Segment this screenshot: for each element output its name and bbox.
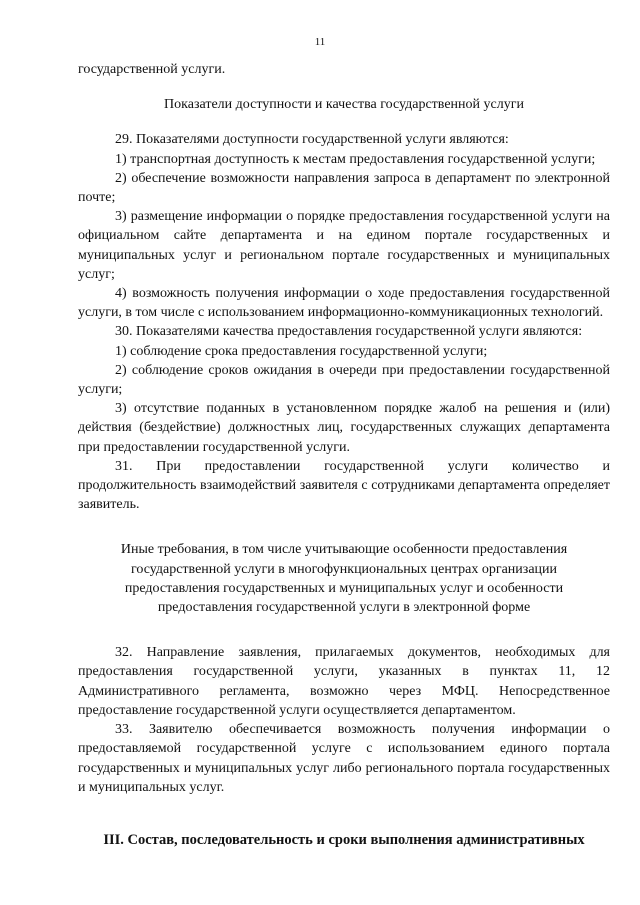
document-body — [78, 60, 610, 850]
section-heading-other-requirements-line-2: государственной услуги в многофункциональных центрах организации — [130, 561, 558, 577]
section-heading-other-requirements-line-4: предоставления государственной услуги в электронной форме — [157, 600, 531, 616]
paragraph-29-item-1: 1) транспортная доступность к местам предоставления государственной услуги; — [115, 151, 596, 167]
paragraph-29-item-2: 2) обеспечение возможности направления запроса в департамент по электронной почте; — [78, 170, 610, 206]
chapter-heading-iii: III. Состав, последовательность и сроки выполнения административных — [103, 831, 585, 848]
paragraph-31: 31. При предоставлении государственной услуги количество и продолжительность взаимодействий заявителя с сотрудниками департамента определяет заявитель. — [78, 458, 610, 513]
paragraph-32: 32. Направление заявления, прилагаемых документов, необходимых для предоставления государственной услуги, указанных в пунктах 11, 12 Административного регламента, возможно через МФЦ. Непосредственное предоставление государственной услуги осуществляется департаментом. — [78, 645, 610, 718]
section-heading-other-requirements-line-3: предоставления государственных и муниципальных услуг и особенности — [124, 580, 564, 596]
section-heading-availability: Показатели доступности и качества государственной услуги — [164, 97, 524, 113]
paragraph-29-item-4: 4) возможность получения информации о ходе предоставления государственной услуги, в том числе с использованием информационно-коммуникационных технологий. — [78, 286, 610, 321]
paragraph-30-intro: 30. Показателями качества предоставления государственной услуги являются: — [115, 324, 583, 340]
paragraph-29-intro: 29. Показателями доступности государственной услуги являются: — [115, 132, 509, 148]
lead-fragment: государственной услуги. — [78, 62, 226, 77]
section-heading-other-requirements-line-1: Иные требования, в том числе учитывающие особенности предоставления — [120, 542, 568, 558]
paragraph-30-item-1: 1) соблюдение срока предоставления государственной услуги; — [115, 343, 488, 359]
paragraph-29-item-3: 3) размещение информации о порядке предоставления государственной услуги на официальном сайте департамента и на едином портале государственных и муниципальных услуг и региональном портале государственных и муниципальных услуг; — [78, 209, 610, 282]
paragraph-30-item-3: 3) отсутствие поданных в установленном порядке жалоб на решения и (или) действия (бездействие) должностных лиц, государственных служащих департамента при предоставлении государственной услуги. — [78, 401, 610, 455]
page-number: 11 — [314, 36, 326, 48]
paragraph-30-item-2: 2) соблюдение сроков ожидания в очереди при предоставлении государственной услуги; — [78, 362, 610, 398]
paragraph-33: 33. Заявителю обеспечивается возможность получения информации о предоставляемой государственной услуге с использованием единого портала государственных и муниципальных услуг либо регионального портала государственных и муниципальных услуг. — [78, 722, 610, 795]
